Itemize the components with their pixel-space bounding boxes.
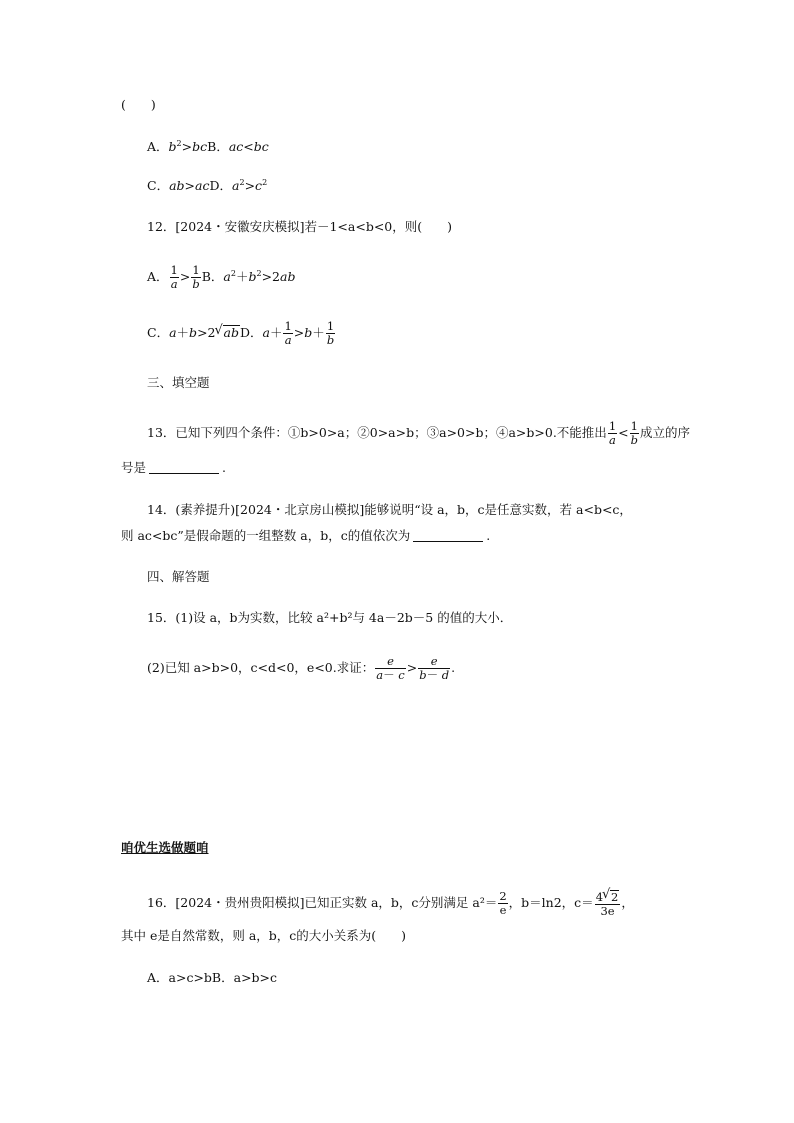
- q13-line2-suffix: .: [222, 460, 226, 475]
- section-heading-answer: 四、解答题: [147, 569, 210, 584]
- q16-line1-mid: ，b＝ln2，c＝: [508, 895, 594, 910]
- q12-stem: 12．[2024・安徽安庆模拟]若－1<a<b<0，则( ): [147, 219, 453, 234]
- q14-line-1: 14．(素养提升)[2024・北京房山模拟]能够说明“设 a，b，c是任意实数，若 a<b<c，: [147, 502, 632, 517]
- q16-line1-prefix: 16．[2024・贵州贵阳模拟]已知正实数 a，b，c分别满足 a²＝: [147, 895, 498, 910]
- q14-line2-suffix: .: [486, 528, 491, 543]
- q11-option-c-d: C．ab>acD．$a^2>c^2$: [147, 178, 268, 193]
- fraction-1-over-a: $\frac{1}{a}$: [170, 263, 178, 291]
- q16-line1-suffix: ，: [621, 895, 634, 910]
- q13-line1-suffix: 成立的序: [640, 425, 691, 440]
- fraction-e-over-b-minus-d: $\frac{e}{b- d}$: [419, 654, 450, 682]
- q11-option-a-label: A．: [147, 139, 169, 154]
- q14-line-2: [121, 528, 490, 544]
- fraction-1-over-b: $\frac{1}{b}$: [326, 319, 335, 347]
- q13-line-1: 13．已知下列四个条件：①b>0>a；②0>a>b；③a>0>b；④a>b>0.不能推出 $\frac{1}{a}$ < $\frac{1}{b}$ 成立的序: [147, 419, 691, 447]
- q14-line2-prefix: 则 ac<bc”是假命题的一组整数 a，b，c的值依次为: [121, 528, 411, 543]
- section-heading-fill-in: 三、填空题: [147, 375, 210, 390]
- q15-part2-prefix: (2)已知 a>b>0，c<d<0，e<0.求证：: [147, 660, 375, 675]
- q16-line-2: 其中 e是自然常数，则 a，b，c的大小关系为( ): [121, 928, 407, 943]
- optional-section-heading: 咱优生选做题咱: [121, 840, 209, 855]
- q13-line-2: [121, 460, 226, 476]
- q11-answer-paren: ( ): [121, 97, 156, 112]
- q13-line2-prefix: 号是: [121, 460, 147, 475]
- answer-blank[interactable]: [149, 461, 219, 474]
- fraction-e-over-a-minus-c: $\frac{e}{a- c}$: [376, 654, 405, 682]
- fraction-1-over-b: $\frac{1}{b}$: [192, 263, 200, 291]
- fraction-1-over-b: $\frac{1}{b}$: [630, 419, 638, 447]
- q11-option-c-label: C．: [147, 178, 170, 193]
- q16-line-1: [147, 886, 634, 920]
- fraction-1-over-a: $\frac{1}{a}$: [608, 419, 617, 447]
- q13-line1-prefix: 13．已知下列四个条件：①b>0>a；②0>a>b；③a>0>b；④a>b>0.不能推出: [147, 425, 607, 440]
- answer-blank[interactable]: [413, 529, 483, 542]
- q12-option-c-label: C．: [147, 325, 170, 340]
- sqrt-ab: √ ab: [216, 318, 240, 348]
- q11-option-a-b: A．$b^2>bcB$．ac<bc: [147, 139, 269, 154]
- fraction-2-over-e: $\frac{2}{e}$: [499, 889, 507, 917]
- q12-option-b-label: B．: [201, 269, 224, 284]
- q12-option-c-d: C．a＋b>2√ abD．a＋ $\frac{1}{a}$ >b＋ $\frac{1}{b}$: [147, 318, 336, 348]
- fraction-1-over-a: $\frac{1}{a}$: [284, 319, 292, 347]
- q16-option-a-b: A．a>c>bB．a>b>c: [147, 970, 278, 985]
- q15-part-1: 15．(1)设 a，b为实数，比较 a²+b²与 4a－2b－5 的值的大小．: [147, 610, 513, 625]
- fraction-4-sqrt2-over-3e: $\frac{4√ 2}{3e}$: [595, 890, 621, 918]
- q15-part-2: (2)已知 a>b>0，c<d<0，e<0.求证： $\frac{e}{a- c}$ > $\frac{e}{b- d}$ .: [147, 654, 456, 682]
- q12-option-a-label: A．: [147, 269, 169, 284]
- q12-option-a-b: A． $\frac{1}{a}$ > $\frac{1}{b}$ B．$a^2+b^2>2ab$: [147, 263, 296, 291]
